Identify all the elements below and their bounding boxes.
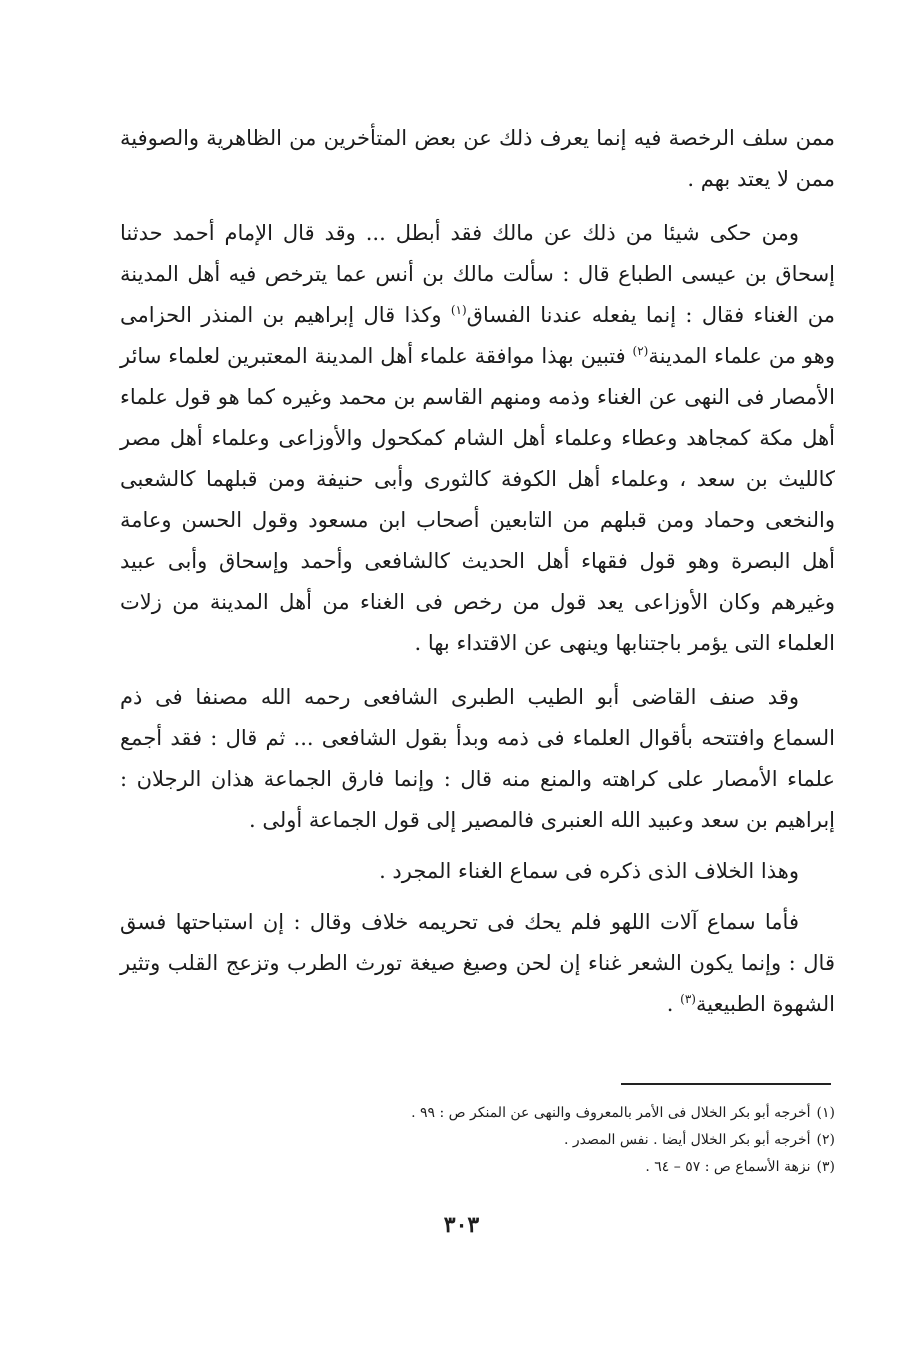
paragraph-text: وقد صنف القاضى أبو الطيب الطبرى الشافعى رحمه الله مصنفا فى ذم السماع وافتتحه بأقوال العلماء فى ذمه وبدأ بقول الشافعى ... ثم قال : فقد أجمع علماء الأمصار على كراهته والمنع منه قال : وإنما فارق الجماعة هذان الرجلان : إبراهيم بن سعد وعبيد الله العنبرى فالمصير إلى قول الجماعة أولى . bbox=[120, 685, 835, 832]
paragraph-5 bbox=[120, 902, 835, 1025]
footnote-number: (٢) bbox=[816, 1132, 835, 1148]
paragraph-text: . bbox=[666, 992, 681, 1016]
footnote-ref-2[interactable]: (٢) bbox=[632, 344, 649, 358]
footnote-number: (١) bbox=[816, 1105, 835, 1121]
paragraph-text: وهذا الخلاف الذى ذكره فى سماع الغناء المجرد . bbox=[379, 859, 799, 883]
paragraph-4 bbox=[120, 851, 835, 892]
paragraph-1 bbox=[120, 118, 835, 200]
paragraph-2 bbox=[120, 213, 835, 664]
footnote-1 bbox=[300, 1100, 835, 1127]
footnote-3 bbox=[300, 1154, 835, 1181]
main-text bbox=[120, 118, 835, 1025]
footnote-text: نزهة الأسماع ص : ٥٧ – ٦٤ . bbox=[645, 1159, 811, 1175]
footnote-2 bbox=[300, 1127, 835, 1154]
paragraph-text: ومن حكى شيئا من ذلك عن مالك فقد أبطل ... وقد قال الإمام أحمد حدثنا إسحاق بن عيسى الطباع قال : سألت مالك بن أنس عما يترخص فيه أهل المدينة من الغناء فقال : إنما يفعله عندنا الفساق bbox=[120, 221, 835, 327]
paragraph-text: ممن سلف الرخصة فيه إنما يعرف ذلك عن بعض المتأخرين من الظاهرية والصوفية ممن لا يعتد بهم . bbox=[120, 126, 835, 191]
footnote-text: أخرجه أبو بكر الخلال فى الأمر بالمعروف والنهى عن المنكر ص : ٩٩ . bbox=[411, 1105, 811, 1121]
footnote-text: أخرجه أبو بكر الخلال أيضا . نفس المصدر . bbox=[563, 1132, 811, 1148]
footnote-ref-1[interactable]: (١) bbox=[450, 303, 467, 317]
paragraph-text: فأما سماع آلات اللهو فلم يحك فى تحريمه خلاف وقال : إن استباحتها فسق قال : وإنما يكون الشعر غناء إن لحن وصيغ صيغة تورث الطرب وتزعج القلب وتثير الشهوة الطبيعية bbox=[120, 910, 835, 1016]
paragraph-text: وكذا قال إبراهيم بن المنذر الحزامى وهو من علماء المدينة bbox=[120, 303, 835, 368]
footnote-number: (٣) bbox=[816, 1159, 835, 1175]
paragraph-3 bbox=[120, 677, 835, 841]
footnote-divider bbox=[621, 1083, 831, 1085]
page-number: ٣٠٣ bbox=[443, 1212, 480, 1238]
paragraph-text: فتبين بهذا موافقة علماء أهل المدينة المعتبرين لعلماء سائر الأمصار فى النهى عن الغناء وذمه ومنهم القاسم بن محمد وغيره كما هو قول علماء أهل مكة كمجاهد وعطاء وعلماء أهل الشام كمكحول والأوزاعى وعلماء أهل مصر كالليث بن سعد ، وعلماء أهل الكوفة كالثورى وأبى حنيفة ومن قبلهما كالشعبى والنخعى وحماد ومن قبلهم من التابعين أصحاب ابن مسعود وقول الحسن وعامة أهل البصرة وهو قول فقهاء أهل الحديث كالشافعى وأحمد وإسحاق وأبى عبيد وغيرهم وكان الأوزاعى يعد قول من رخص فى الغناء من أهل المدينة من زلات العلماء التى يؤمر باجتنابها وينهى عن الاقتداء بها . bbox=[120, 344, 835, 655]
footnote-ref-3[interactable]: (٣) bbox=[680, 992, 696, 1006]
footnotes bbox=[300, 1100, 835, 1181]
